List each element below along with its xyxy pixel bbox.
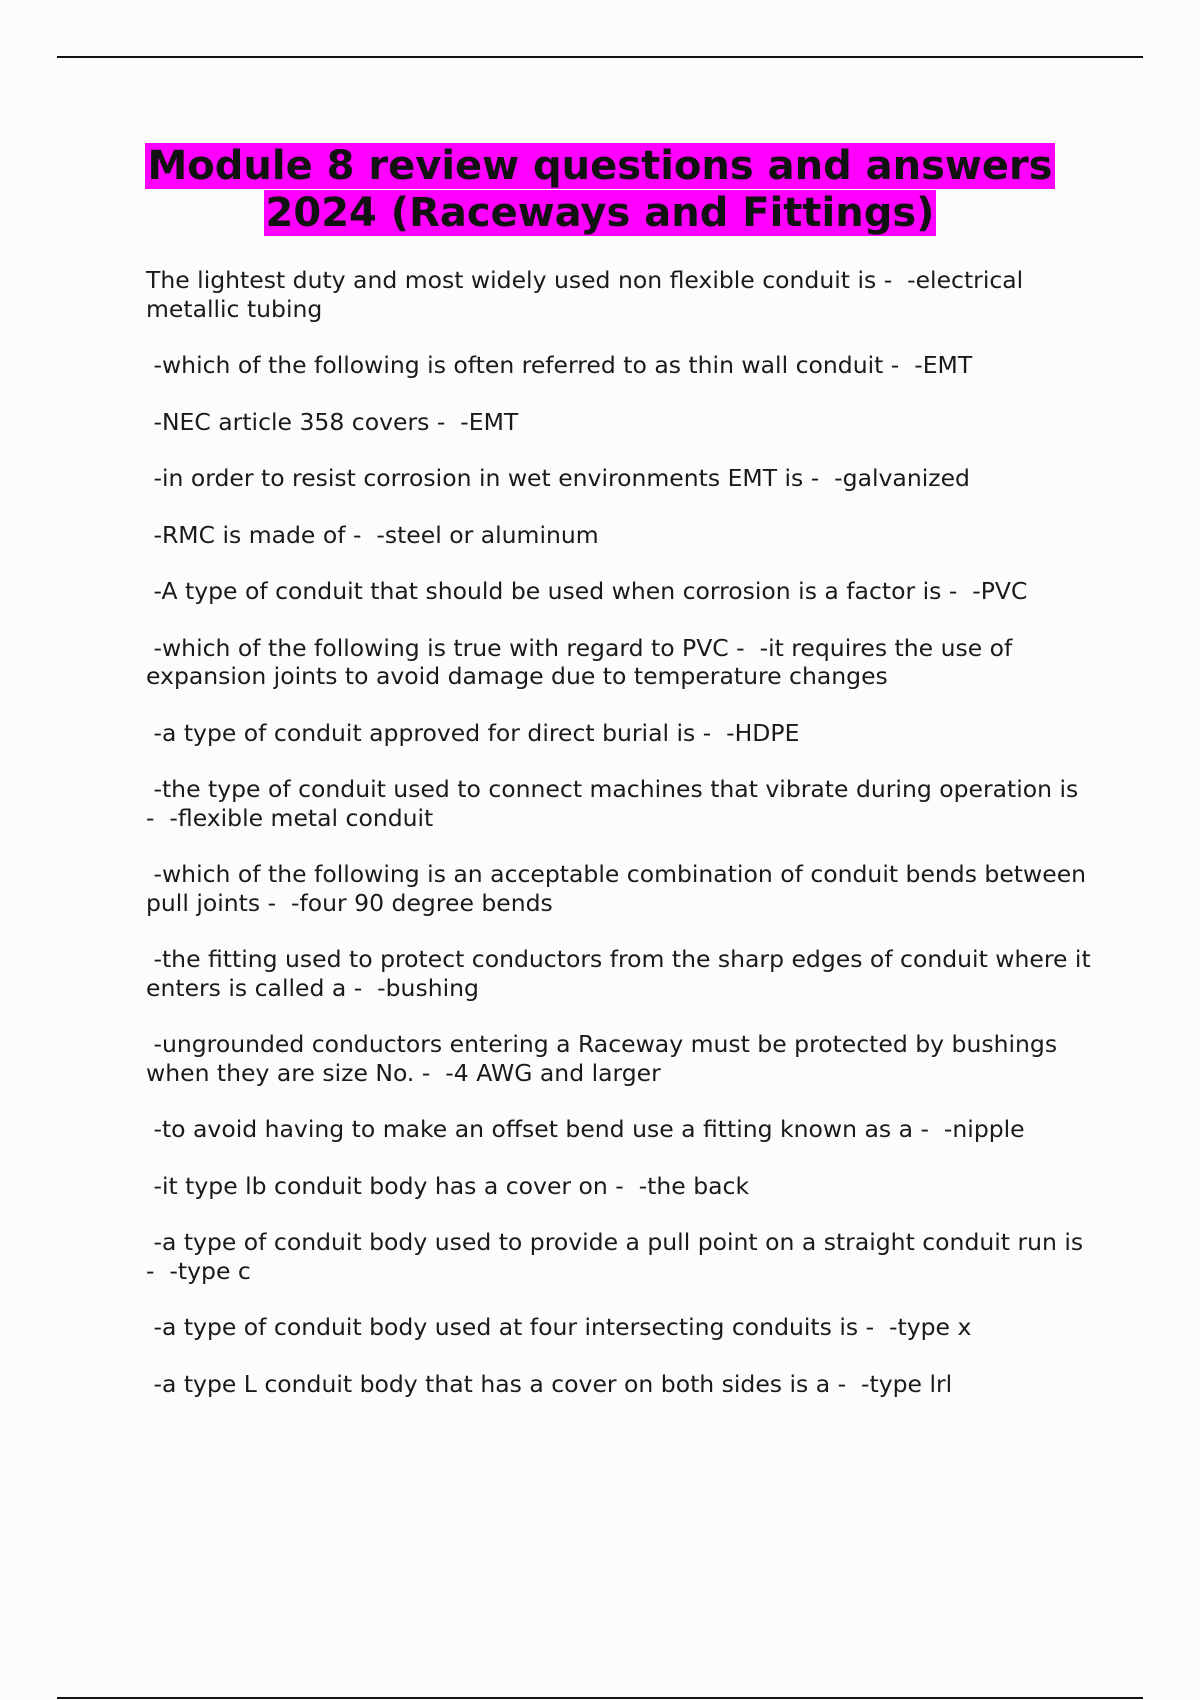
qa-item: -RMC is made of - -steel or aluminum <box>146 520 599 549</box>
qa-item: -A type of conduit that should be used when corrosion is a factor is - -PVC <box>146 577 1028 605</box>
qa-item: -ungrounded conductors entering a Raceway must be protected by bushings when they are size No. - -4 AWG and larger <box>146 1030 1065 1087</box>
bottom-rule <box>57 1697 1143 1699</box>
qa-item: -in order to resist corrosion in wet environments EMT is - -galvanized <box>146 464 970 492</box>
qa-item: -a type of conduit approved for direct burial is - -HDPE <box>146 718 800 747</box>
qa-item: -a type of conduit body used at four intersecting conduits is - -type x <box>146 1313 972 1341</box>
qa-item: -it type lb conduit body has a cover on - -the back <box>146 1171 750 1200</box>
qa-list <box>146 266 1099 1426</box>
qa-item: -a type L conduit body that has a cover on both sides is a - -type lrl <box>146 1369 953 1398</box>
title-line-1: Module 8 review questions and answers <box>147 143 1053 189</box>
title-line-2: 2024 (Raceways and Fittings) <box>265 190 935 236</box>
qa-item: -a type of conduit body used to provide a pull point on a straight conduit run is - -type c <box>146 1228 1091 1285</box>
qa-item: -the type of conduit used to connect machines that vibrate during operation is - -flexible metal conduit <box>146 775 1086 832</box>
qa-item: -NEC article 358 covers - -EMT <box>146 407 519 436</box>
page-title <box>60 143 1140 237</box>
top-rule <box>57 56 1143 58</box>
qa-item: -which of the following is an acceptable combination of conduit bends between pull joints - -four 90 degree bends <box>146 860 1094 917</box>
qa-item: The lightest duty and most widely used non flexible conduit is - -electrical metallic tubing <box>146 266 1031 323</box>
qa-item: -which of the following is true with regard to PVC - -it requires the use of expansion joints to avoid damage due to temperature changes <box>146 633 1020 690</box>
qa-item: -to avoid having to make an offset bend use a fitting known as a - -nipple <box>146 1115 1025 1143</box>
qa-item: -which of the following is often referred to as thin wall conduit - -EMT <box>146 351 973 379</box>
qa-item: -the fitting used to protect conductors from the sharp edges of conduit where it enters is called a - -bushing <box>146 945 1099 1002</box>
